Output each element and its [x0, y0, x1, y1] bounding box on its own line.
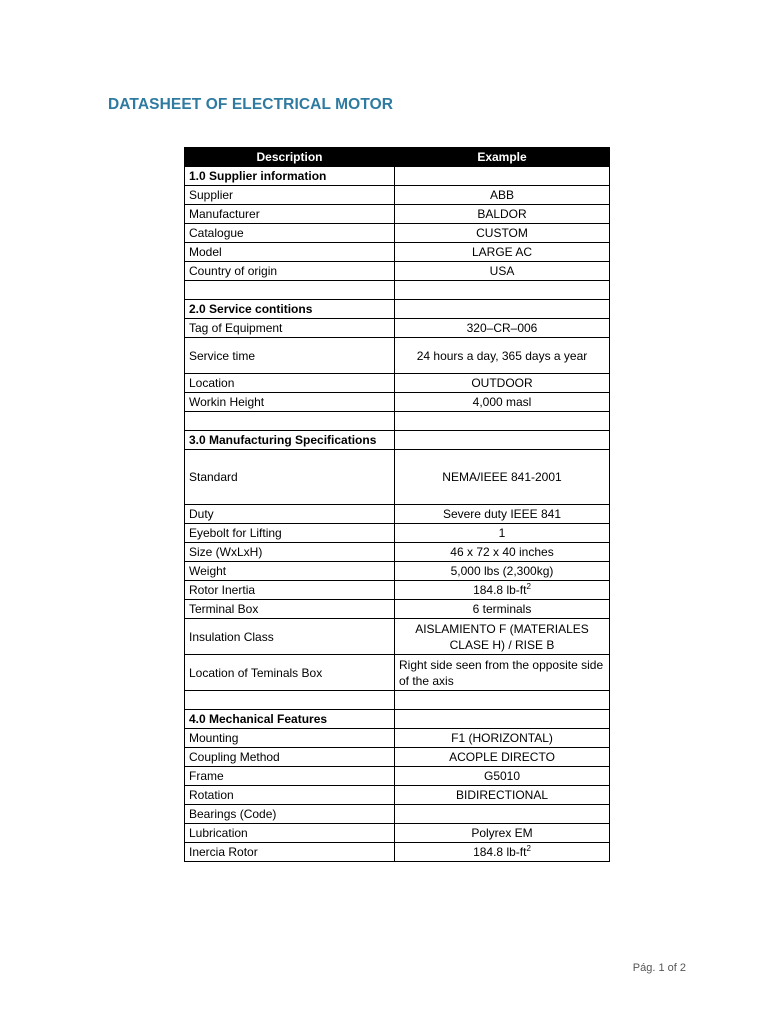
table-row	[185, 243, 610, 262]
blank-row	[185, 412, 610, 431]
row-value	[395, 581, 610, 600]
table-row	[185, 224, 610, 243]
row-value-text: 4,000 masl	[472, 395, 532, 409]
row-description: 2.0 Service contitions	[185, 300, 395, 319]
row-description: Country of origin	[185, 262, 395, 281]
row-value-text: CUSTOM	[476, 226, 528, 240]
row-description: Location	[185, 374, 395, 393]
row-description: Location of Teminals Box	[185, 655, 395, 691]
row-value-text: G5010	[483, 769, 521, 783]
table-row	[185, 581, 610, 600]
row-value	[395, 543, 610, 562]
row-value	[395, 205, 610, 224]
table-row	[185, 262, 610, 281]
row-value	[395, 655, 610, 691]
row-value-text: Right side seen from the opposite side of the axis	[399, 657, 604, 688]
row-description: Inercia Rotor	[185, 843, 395, 862]
row-value	[395, 393, 610, 412]
table-row	[185, 374, 610, 393]
row-value	[395, 450, 610, 505]
blank-row	[185, 281, 610, 300]
row-value-text: ACOPLE DIRECTO	[449, 750, 555, 764]
section-row	[185, 431, 610, 450]
row-description	[185, 281, 395, 300]
row-value	[395, 786, 610, 805]
row-value-text: ABB	[489, 188, 514, 202]
row-value	[395, 805, 610, 824]
row-description: Supplier	[185, 186, 395, 205]
row-description: Tag of Equipment	[185, 319, 395, 338]
table-row	[185, 748, 610, 767]
row-value-text: 184.8 lb-ft	[473, 845, 527, 859]
row-value-text: 24 hours a day, 365 days a year	[416, 348, 588, 363]
row-description: Service time	[185, 338, 395, 374]
row-value-text: 320–CR–006	[466, 321, 538, 335]
row-value-text: 46 x 72 x 40 inches	[450, 545, 554, 559]
table-row	[185, 450, 610, 505]
row-description: Catalogue	[185, 224, 395, 243]
row-value	[395, 186, 610, 205]
row-value-text: F1 (HORIZONTAL)	[451, 731, 553, 745]
row-description: Size (WxLxH)	[185, 543, 395, 562]
row-value	[395, 710, 610, 729]
row-value-text: OUTDOOR	[471, 376, 533, 390]
blank-row	[185, 691, 610, 710]
row-value	[395, 167, 610, 186]
row-description: 4.0 Mechanical Features	[185, 710, 395, 729]
row-value	[395, 619, 610, 655]
row-value	[395, 824, 610, 843]
row-description: Workin Height	[185, 393, 395, 412]
superscript: 2	[526, 582, 531, 591]
row-value	[395, 767, 610, 786]
page-number: Pág. 1 of 2	[632, 962, 686, 974]
table-row	[185, 805, 610, 824]
row-description: Rotation	[185, 786, 395, 805]
row-description: Eyebolt for Lifting	[185, 524, 395, 543]
row-description: Rotor Inertia	[185, 581, 395, 600]
row-value-text: 6 terminals	[472, 602, 532, 616]
column-header-example: Example	[395, 148, 610, 167]
row-description	[185, 691, 395, 710]
row-value	[395, 374, 610, 393]
row-value-text: 184.8 lb-ft	[473, 583, 527, 597]
table-row	[185, 600, 610, 619]
row-value-text: Polyrex EM	[471, 826, 533, 840]
table-row	[185, 505, 610, 524]
row-value-text: USA	[489, 264, 515, 278]
row-value	[395, 748, 610, 767]
row-value	[395, 505, 610, 524]
row-value	[395, 412, 610, 431]
table-header-row	[185, 148, 610, 167]
section-row	[185, 167, 610, 186]
table-row	[185, 338, 610, 374]
row-value	[395, 319, 610, 338]
row-description: Mounting	[185, 729, 395, 748]
section-row	[185, 710, 610, 729]
table-row	[185, 843, 610, 862]
row-value-text: BALDOR	[477, 207, 527, 221]
row-description: Lubrication	[185, 824, 395, 843]
row-value	[395, 300, 610, 319]
row-value-text: 1	[498, 526, 506, 540]
row-value	[395, 843, 610, 862]
row-value	[395, 224, 610, 243]
row-description: Weight	[185, 562, 395, 581]
row-value-text: NEMA/IEEE 841-2001	[442, 470, 562, 484]
datasheet-table	[184, 147, 610, 862]
row-description: Manufacturer	[185, 205, 395, 224]
row-description	[185, 412, 395, 431]
section-row	[185, 300, 610, 319]
row-value	[395, 524, 610, 543]
row-description: Model	[185, 243, 395, 262]
row-value	[395, 281, 610, 300]
row-value	[395, 243, 610, 262]
row-value-text: BIDIRECTIONAL	[455, 788, 548, 802]
row-value-text: Severe duty IEEE 841	[442, 507, 562, 521]
row-description: Terminal Box	[185, 600, 395, 619]
row-description: Duty	[185, 505, 395, 524]
row-value	[395, 431, 610, 450]
table-row	[185, 319, 610, 338]
row-value-text: LARGE AC	[471, 245, 533, 259]
row-value-text: 5,000 lbs (2,300kg)	[450, 564, 554, 578]
row-description: Bearings (Code)	[185, 805, 395, 824]
row-description: Coupling Method	[185, 748, 395, 767]
table-row	[185, 619, 610, 655]
row-value	[395, 562, 610, 581]
table-row	[185, 543, 610, 562]
row-description: 1.0 Supplier information	[185, 167, 395, 186]
row-value	[395, 600, 610, 619]
table-row	[185, 729, 610, 748]
row-value	[395, 729, 610, 748]
row-description: 3.0 Manufacturing Specifications	[185, 431, 395, 450]
row-description: Frame	[185, 767, 395, 786]
table-row	[185, 186, 610, 205]
row-description: Insulation Class	[185, 619, 395, 655]
table-body	[185, 167, 610, 862]
table-row	[185, 767, 610, 786]
table-row	[185, 824, 610, 843]
document-title: DATASHEET OF ELECTRICAL MOTOR	[108, 96, 394, 113]
table-row	[185, 205, 610, 224]
row-description: Standard	[185, 450, 395, 505]
row-value	[395, 338, 610, 374]
table-row	[185, 562, 610, 581]
superscript: 2	[526, 844, 531, 853]
table-row	[185, 786, 610, 805]
row-value	[395, 262, 610, 281]
table-row	[185, 655, 610, 691]
table-row	[185, 393, 610, 412]
column-header-description: Description	[185, 148, 395, 167]
row-value	[395, 691, 610, 710]
row-value-text: AISLAMIENTO F (MATERIALES CLASE H) / RISE B	[415, 621, 589, 652]
table-row	[185, 524, 610, 543]
